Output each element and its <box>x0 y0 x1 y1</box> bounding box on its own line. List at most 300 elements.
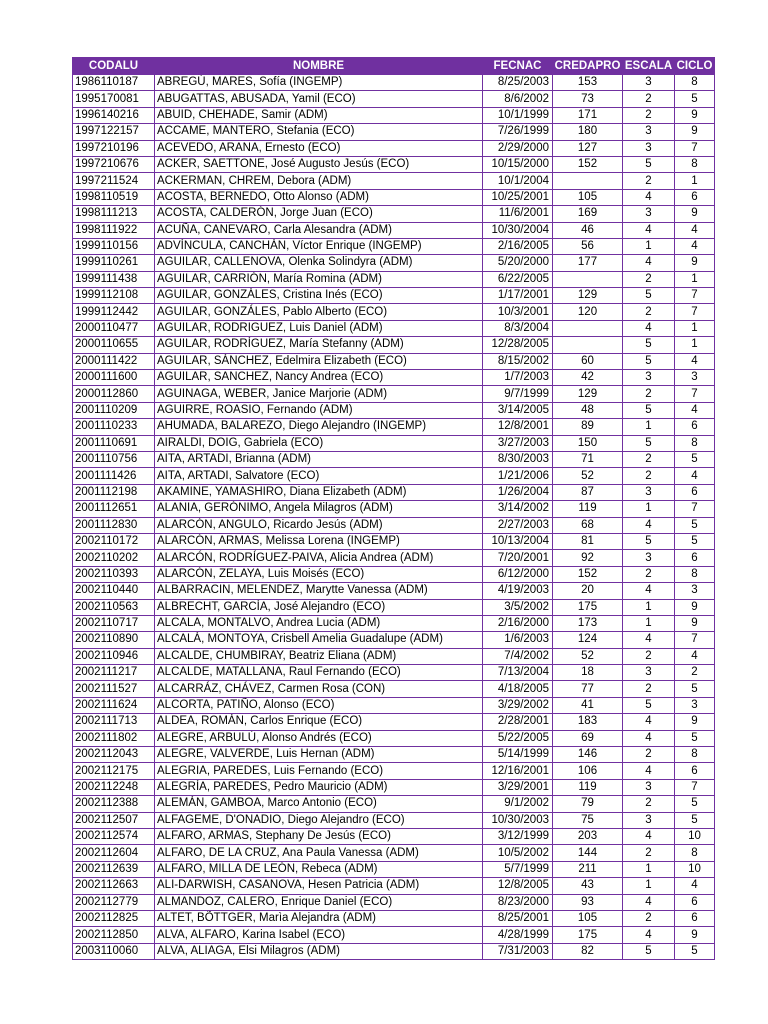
cell-fecnac[interactable]: 7/26/1999 <box>483 124 553 140</box>
cell-codalu[interactable]: 1998111922 <box>73 222 155 238</box>
cell-ciclo[interactable]: 4 <box>675 648 715 664</box>
cell-nombre[interactable]: ALBRECHT, GARCÍA, José Alejandro (ECO) <box>155 599 483 615</box>
cell-ciclo[interactable]: 1 <box>675 173 715 189</box>
cell-escala[interactable]: 2 <box>623 845 675 861</box>
cell-fecnac[interactable]: 12/8/2001 <box>483 419 553 435</box>
cell-escala[interactable]: 1 <box>623 238 675 254</box>
cell-credapro[interactable]: 52 <box>553 468 623 484</box>
cell-credapro[interactable]: 42 <box>553 370 623 386</box>
cell-ciclo[interactable]: 8 <box>675 156 715 172</box>
cell-credapro[interactable]: 129 <box>553 386 623 402</box>
cell-credapro[interactable]: 119 <box>553 501 623 517</box>
header-nombre[interactable]: NOMBRE <box>155 58 483 75</box>
cell-credapro[interactable]: 180 <box>553 124 623 140</box>
cell-escala[interactable]: 4 <box>623 927 675 943</box>
cell-fecnac[interactable]: 4/28/1999 <box>483 927 553 943</box>
cell-ciclo[interactable]: 3 <box>675 583 715 599</box>
cell-fecnac[interactable]: 3/14/2005 <box>483 402 553 418</box>
cell-escala[interactable]: 4 <box>623 189 675 205</box>
cell-credapro[interactable]: 46 <box>553 222 623 238</box>
cell-codalu[interactable]: 2002110202 <box>73 550 155 566</box>
cell-credapro[interactable] <box>553 173 623 189</box>
cell-codalu[interactable]: 2000110655 <box>73 337 155 353</box>
cell-codalu[interactable]: 1998110519 <box>73 189 155 205</box>
cell-ciclo[interactable]: 4 <box>675 238 715 254</box>
cell-credapro[interactable]: 105 <box>553 189 623 205</box>
cell-ciclo[interactable]: 7 <box>675 288 715 304</box>
cell-nombre[interactable]: ACUÑA, CANEVARO, Carla Alesandra (ADM) <box>155 222 483 238</box>
cell-nombre[interactable]: ACOSTA, BERNEDO, Otto Alonso (ADM) <box>155 189 483 205</box>
cell-codalu[interactable]: 2002110890 <box>73 632 155 648</box>
cell-codalu[interactable]: 2002112779 <box>73 894 155 910</box>
cell-escala[interactable]: 3 <box>623 779 675 795</box>
cell-escala[interactable]: 3 <box>623 140 675 156</box>
cell-codalu[interactable]: 1999110261 <box>73 255 155 271</box>
cell-fecnac[interactable]: 2/16/2005 <box>483 238 553 254</box>
cell-fecnac[interactable]: 10/13/2004 <box>483 533 553 549</box>
cell-escala[interactable]: 1 <box>623 615 675 631</box>
cell-nombre[interactable]: ACKER, SAETTONE, José Augusto Jesús (ECO) <box>155 156 483 172</box>
cell-ciclo[interactable]: 4 <box>675 878 715 894</box>
cell-ciclo[interactable]: 5 <box>675 730 715 746</box>
cell-fecnac[interactable]: 1/6/2003 <box>483 632 553 648</box>
cell-escala[interactable]: 2 <box>623 747 675 763</box>
cell-nombre[interactable]: ALI-DARWISH, CASANOVA, Hesen Patricia (ADM) <box>155 878 483 894</box>
cell-ciclo[interactable]: 6 <box>675 484 715 500</box>
cell-fecnac[interactable]: 3/27/2003 <box>483 435 553 451</box>
cell-fecnac[interactable]: 2/28/2001 <box>483 714 553 730</box>
cell-codalu[interactable]: 1999110156 <box>73 238 155 254</box>
cell-escala[interactable]: 2 <box>623 304 675 320</box>
cell-fecnac[interactable]: 7/13/2004 <box>483 665 553 681</box>
cell-escala[interactable]: 3 <box>623 206 675 222</box>
cell-nombre[interactable]: ALVA, ALFARO, Karina Isabel (ECO) <box>155 927 483 943</box>
cell-credapro[interactable]: 144 <box>553 845 623 861</box>
cell-escala[interactable]: 3 <box>623 370 675 386</box>
cell-escala[interactable]: 1 <box>623 599 675 615</box>
cell-credapro[interactable]: 48 <box>553 402 623 418</box>
cell-ciclo[interactable]: 7 <box>675 304 715 320</box>
cell-fecnac[interactable]: 3/29/2002 <box>483 697 553 713</box>
header-ciclo[interactable]: CICLO <box>675 58 715 75</box>
cell-nombre[interactable]: AGUILAR, GONZÁLES, Cristina Inés (ECO) <box>155 288 483 304</box>
cell-ciclo[interactable]: 6 <box>675 763 715 779</box>
cell-escala[interactable]: 2 <box>623 173 675 189</box>
cell-ciclo[interactable]: 9 <box>675 927 715 943</box>
cell-credapro[interactable]: 175 <box>553 599 623 615</box>
cell-fecnac[interactable]: 1/26/2004 <box>483 484 553 500</box>
cell-codalu[interactable]: 1997122157 <box>73 124 155 140</box>
cell-nombre[interactable]: ACOSTA, CALDERÓN, Jorge Juan (ECO) <box>155 206 483 222</box>
cell-ciclo[interactable]: 9 <box>675 714 715 730</box>
cell-escala[interactable]: 5 <box>623 435 675 451</box>
cell-escala[interactable]: 1 <box>623 501 675 517</box>
cell-nombre[interactable]: AGUIRRE, ROASIO, Fernando (ADM) <box>155 402 483 418</box>
cell-fecnac[interactable]: 3/12/1999 <box>483 828 553 844</box>
cell-credapro[interactable]: 75 <box>553 812 623 828</box>
cell-fecnac[interactable]: 7/20/2001 <box>483 550 553 566</box>
cell-ciclo[interactable]: 4 <box>675 353 715 369</box>
cell-fecnac[interactable]: 9/7/1999 <box>483 386 553 402</box>
cell-credapro[interactable] <box>553 337 623 353</box>
cell-ciclo[interactable]: 5 <box>675 451 715 467</box>
cell-ciclo[interactable]: 6 <box>675 910 715 926</box>
cell-escala[interactable]: 5 <box>623 402 675 418</box>
cell-codalu[interactable]: 2001110209 <box>73 402 155 418</box>
cell-credapro[interactable]: 93 <box>553 894 623 910</box>
cell-fecnac[interactable]: 2/27/2003 <box>483 517 553 533</box>
cell-fecnac[interactable]: 4/18/2005 <box>483 681 553 697</box>
cell-nombre[interactable]: ALEGRIA, PAREDES, Luis Fernando (ECO) <box>155 763 483 779</box>
cell-codalu[interactable]: 2001112830 <box>73 517 155 533</box>
cell-ciclo[interactable]: 4 <box>675 468 715 484</box>
cell-codalu[interactable]: 2000110477 <box>73 320 155 336</box>
cell-credapro[interactable]: 18 <box>553 665 623 681</box>
cell-credapro[interactable] <box>553 320 623 336</box>
cell-escala[interactable]: 3 <box>623 75 675 91</box>
cell-ciclo[interactable]: 7 <box>675 779 715 795</box>
cell-escala[interactable]: 2 <box>623 468 675 484</box>
cell-nombre[interactable]: ALANIA, GERÓNIMO, Angela Milagros (ADM) <box>155 501 483 517</box>
cell-codalu[interactable]: 2000111600 <box>73 370 155 386</box>
cell-codalu[interactable]: 2001112651 <box>73 501 155 517</box>
cell-nombre[interactable]: ALEGRÍA, PAREDES, Pedro Mauricio (ADM) <box>155 779 483 795</box>
cell-escala[interactable]: 4 <box>623 828 675 844</box>
cell-ciclo[interactable]: 5 <box>675 796 715 812</box>
cell-ciclo[interactable]: 5 <box>675 91 715 107</box>
cell-ciclo[interactable]: 8 <box>675 75 715 91</box>
cell-codalu[interactable]: 1996140216 <box>73 107 155 123</box>
cell-codalu[interactable]: 2001110756 <box>73 451 155 467</box>
cell-nombre[interactable]: ALFARO, DE LA CRUZ, Ana Paula Vanessa (ADM) <box>155 845 483 861</box>
cell-escala[interactable]: 5 <box>623 943 675 959</box>
cell-credapro[interactable]: 52 <box>553 648 623 664</box>
cell-codalu[interactable]: 2002110717 <box>73 615 155 631</box>
cell-codalu[interactable]: 2002111624 <box>73 697 155 713</box>
cell-nombre[interactable]: ALTET, BÕTTGER, Marìa Alejandra (ADM) <box>155 910 483 926</box>
cell-escala[interactable]: 2 <box>623 91 675 107</box>
cell-escala[interactable]: 3 <box>623 812 675 828</box>
cell-nombre[interactable]: ALDEA, ROMÁN, Carlos Enrique (ECO) <box>155 714 483 730</box>
cell-nombre[interactable]: AGUILAR, SANCHEZ, Nancy Andrea (ECO) <box>155 370 483 386</box>
cell-fecnac[interactable]: 8/23/2000 <box>483 894 553 910</box>
cell-credapro[interactable]: 73 <box>553 91 623 107</box>
cell-fecnac[interactable]: 10/15/2000 <box>483 156 553 172</box>
cell-nombre[interactable]: ALEMÁN, GAMBOA, Marco Antonio (ECO) <box>155 796 483 812</box>
header-escala[interactable]: ESCALA <box>623 58 675 75</box>
cell-nombre[interactable]: AITA, ARTADI, Brianna (ADM) <box>155 451 483 467</box>
cell-codalu[interactable]: 2002112507 <box>73 812 155 828</box>
cell-codalu[interactable]: 1997211524 <box>73 173 155 189</box>
cell-credapro[interactable]: 146 <box>553 747 623 763</box>
cell-nombre[interactable]: ACEVEDO, ARANA, Ernesto (ECO) <box>155 140 483 156</box>
cell-escala[interactable]: 3 <box>623 124 675 140</box>
cell-nombre[interactable]: ALCALDE, CHUMBIRAY, Beatriz Eliana (ADM) <box>155 648 483 664</box>
cell-escala[interactable]: 3 <box>623 665 675 681</box>
cell-fecnac[interactable]: 7/4/2002 <box>483 648 553 664</box>
cell-codalu[interactable]: 1997210676 <box>73 156 155 172</box>
cell-credapro[interactable]: 79 <box>553 796 623 812</box>
cell-credapro[interactable]: 68 <box>553 517 623 533</box>
cell-nombre[interactable]: ALFARO, ARMAS, Stephany De Jesús (ECO) <box>155 828 483 844</box>
cell-codalu[interactable]: 2002112604 <box>73 845 155 861</box>
cell-nombre[interactable]: ALCARRÁZ, CHÁVEZ, Carmen Rosa (CON) <box>155 681 483 697</box>
cell-credapro[interactable]: 127 <box>553 140 623 156</box>
cell-ciclo[interactable]: 8 <box>675 845 715 861</box>
cell-escala[interactable]: 4 <box>623 763 675 779</box>
cell-ciclo[interactable]: 9 <box>675 255 715 271</box>
cell-fecnac[interactable]: 10/25/2001 <box>483 189 553 205</box>
cell-ciclo[interactable]: 3 <box>675 370 715 386</box>
cell-codalu[interactable]: 2001112198 <box>73 484 155 500</box>
cell-credapro[interactable]: 173 <box>553 615 623 631</box>
cell-escala[interactable]: 1 <box>623 878 675 894</box>
cell-credapro[interactable]: 175 <box>553 927 623 943</box>
cell-codalu[interactable]: 2002112388 <box>73 796 155 812</box>
cell-credapro[interactable]: 129 <box>553 288 623 304</box>
cell-credapro[interactable]: 69 <box>553 730 623 746</box>
cell-codalu[interactable]: 2002110563 <box>73 599 155 615</box>
cell-codalu[interactable]: 1999112108 <box>73 288 155 304</box>
cell-ciclo[interactable]: 7 <box>675 140 715 156</box>
cell-codalu[interactable]: 2000112860 <box>73 386 155 402</box>
cell-credapro[interactable]: 41 <box>553 697 623 713</box>
cell-escala[interactable]: 4 <box>623 517 675 533</box>
cell-credapro[interactable]: 203 <box>553 828 623 844</box>
cell-credapro[interactable]: 124 <box>553 632 623 648</box>
cell-nombre[interactable]: ALCALÁ, MONTOYA, Crisbell Amelia Guadalupe (ADM) <box>155 632 483 648</box>
cell-escala[interactable]: 5 <box>623 697 675 713</box>
cell-codalu[interactable]: 1986110187 <box>73 75 155 91</box>
cell-nombre[interactable]: AITA, ARTADI, Salvatore (ECO) <box>155 468 483 484</box>
cell-credapro[interactable]: 60 <box>553 353 623 369</box>
cell-ciclo[interactable]: 1 <box>675 271 715 287</box>
cell-codalu[interactable]: 2002112663 <box>73 878 155 894</box>
cell-ciclo[interactable]: 9 <box>675 206 715 222</box>
cell-fecnac[interactable]: 10/5/2002 <box>483 845 553 861</box>
cell-credapro[interactable]: 152 <box>553 566 623 582</box>
cell-fecnac[interactable]: 1/17/2001 <box>483 288 553 304</box>
cell-ciclo[interactable]: 7 <box>675 632 715 648</box>
cell-escala[interactable]: 2 <box>623 451 675 467</box>
cell-escala[interactable]: 5 <box>623 156 675 172</box>
cell-ciclo[interactable]: 5 <box>675 943 715 959</box>
cell-codalu[interactable]: 1999111438 <box>73 271 155 287</box>
cell-codalu[interactable]: 1999112442 <box>73 304 155 320</box>
cell-nombre[interactable]: ALBARRACIN, MELENDEZ, Marytte Vanessa (ADM) <box>155 583 483 599</box>
cell-escala[interactable]: 4 <box>623 714 675 730</box>
cell-credapro[interactable]: 71 <box>553 451 623 467</box>
header-codalu[interactable]: CODALU <box>73 58 155 75</box>
cell-nombre[interactable]: ALCALDE, MATALLANA, Raul Fernando (ECO) <box>155 665 483 681</box>
cell-nombre[interactable]: AGUILAR, GONZÁLES, Pablo Alberto (ECO) <box>155 304 483 320</box>
cell-escala[interactable]: 2 <box>623 107 675 123</box>
cell-ciclo[interactable]: 1 <box>675 337 715 353</box>
cell-nombre[interactable]: ABUID, CHEHADE, Samir (ADM) <box>155 107 483 123</box>
cell-fecnac[interactable]: 12/16/2001 <box>483 763 553 779</box>
cell-credapro[interactable]: 89 <box>553 419 623 435</box>
header-credapro[interactable]: CREDAPRO <box>553 58 623 75</box>
cell-ciclo[interactable]: 9 <box>675 615 715 631</box>
cell-nombre[interactable]: ALARCÓN, RODRÍGUEZ-PAIVA, Alicia Andrea (ADM) <box>155 550 483 566</box>
cell-escala[interactable]: 4 <box>623 730 675 746</box>
cell-credapro[interactable]: 183 <box>553 714 623 730</box>
cell-codalu[interactable]: 1997210196 <box>73 140 155 156</box>
cell-escala[interactable]: 2 <box>623 566 675 582</box>
cell-ciclo[interactable]: 1 <box>675 320 715 336</box>
cell-escala[interactable]: 4 <box>623 583 675 599</box>
cell-fecnac[interactable]: 10/30/2004 <box>483 222 553 238</box>
cell-nombre[interactable]: ACCAME, MANTERO, Stefania (ECO) <box>155 124 483 140</box>
cell-fecnac[interactable]: 8/30/2003 <box>483 451 553 467</box>
cell-nombre[interactable]: AHUMADA, BALAREZO, Diego Alejandro (INGEMP) <box>155 419 483 435</box>
cell-fecnac[interactable]: 5/20/2000 <box>483 255 553 271</box>
cell-credapro[interactable]: 81 <box>553 533 623 549</box>
cell-escala[interactable]: 2 <box>623 681 675 697</box>
cell-ciclo[interactable]: 8 <box>675 747 715 763</box>
cell-fecnac[interactable]: 8/25/2003 <box>483 75 553 91</box>
header-fecnac[interactable]: FECNAC <box>483 58 553 75</box>
cell-escala[interactable]: 5 <box>623 353 675 369</box>
cell-escala[interactable]: 4 <box>623 894 675 910</box>
cell-fecnac[interactable]: 6/12/2000 <box>483 566 553 582</box>
cell-fecnac[interactable]: 1/21/2006 <box>483 468 553 484</box>
cell-fecnac[interactable]: 8/6/2002 <box>483 91 553 107</box>
cell-credapro[interactable]: 153 <box>553 75 623 91</box>
cell-credapro[interactable]: 82 <box>553 943 623 959</box>
cell-escala[interactable]: 2 <box>623 271 675 287</box>
cell-fecnac[interactable]: 4/19/2003 <box>483 583 553 599</box>
cell-codalu[interactable]: 2002112825 <box>73 910 155 926</box>
cell-codalu[interactable]: 2001110233 <box>73 419 155 435</box>
cell-codalu[interactable]: 2002111713 <box>73 714 155 730</box>
cell-fecnac[interactable]: 3/29/2001 <box>483 779 553 795</box>
cell-fecnac[interactable]: 1/7/2003 <box>483 370 553 386</box>
cell-ciclo[interactable]: 5 <box>675 517 715 533</box>
cell-nombre[interactable]: ALCALA, MONTALVO, Andrea Lucia (ADM) <box>155 615 483 631</box>
cell-codalu[interactable]: 2002112248 <box>73 779 155 795</box>
cell-nombre[interactable]: AGUILAR, CALLENOVA, Olenka Solindyra (ADM) <box>155 255 483 271</box>
cell-ciclo[interactable]: 5 <box>675 681 715 697</box>
cell-credapro[interactable]: 92 <box>553 550 623 566</box>
cell-escala[interactable]: 5 <box>623 533 675 549</box>
cell-codalu[interactable]: 2002110946 <box>73 648 155 664</box>
cell-codalu[interactable]: 2002112574 <box>73 828 155 844</box>
cell-credapro[interactable]: 77 <box>553 681 623 697</box>
cell-ciclo[interactable]: 9 <box>675 599 715 615</box>
cell-ciclo[interactable]: 7 <box>675 501 715 517</box>
cell-credapro[interactable]: 152 <box>553 156 623 172</box>
cell-nombre[interactable]: AGUILAR, CARRIÓN, María Romina (ADM) <box>155 271 483 287</box>
cell-credapro[interactable]: 43 <box>553 878 623 894</box>
cell-escala[interactable]: 3 <box>623 484 675 500</box>
cell-credapro[interactable]: 56 <box>553 238 623 254</box>
cell-nombre[interactable]: ADVÍNCULA, CANCHÁN, Víctor Enrique (INGEMP) <box>155 238 483 254</box>
cell-ciclo[interactable]: 3 <box>675 697 715 713</box>
cell-fecnac[interactable]: 5/22/2005 <box>483 730 553 746</box>
cell-nombre[interactable]: ALARCÓN, ARMAS, Melissa Lorena (INGEMP) <box>155 533 483 549</box>
cell-fecnac[interactable]: 10/3/2001 <box>483 304 553 320</box>
cell-credapro[interactable]: 106 <box>553 763 623 779</box>
cell-nombre[interactable]: ABREGÚ, MARES, Sofía (INGEMP) <box>155 75 483 91</box>
cell-codalu[interactable]: 1998111213 <box>73 206 155 222</box>
cell-codalu[interactable]: 2002111527 <box>73 681 155 697</box>
cell-credapro[interactable]: 169 <box>553 206 623 222</box>
cell-codalu[interactable]: 2002110172 <box>73 533 155 549</box>
cell-ciclo[interactable]: 6 <box>675 419 715 435</box>
cell-fecnac[interactable]: 2/29/2000 <box>483 140 553 156</box>
cell-fecnac[interactable]: 3/14/2002 <box>483 501 553 517</box>
cell-credapro[interactable]: 87 <box>553 484 623 500</box>
cell-ciclo[interactable]: 5 <box>675 812 715 828</box>
cell-escala[interactable]: 4 <box>623 632 675 648</box>
cell-escala[interactable]: 2 <box>623 910 675 926</box>
cell-nombre[interactable]: ALARCÓN, ANGULO, Ricardo Jesús (ADM) <box>155 517 483 533</box>
cell-fecnac[interactable]: 12/8/2005 <box>483 878 553 894</box>
cell-codalu[interactable]: 2002110440 <box>73 583 155 599</box>
cell-ciclo[interactable]: 5 <box>675 533 715 549</box>
cell-nombre[interactable]: ALEGRE, ARBULÚ, Alonso Andrés (ECO) <box>155 730 483 746</box>
cell-credapro[interactable]: 105 <box>553 910 623 926</box>
cell-codalu[interactable]: 2002111217 <box>73 665 155 681</box>
cell-nombre[interactable]: AGUILAR, RODRIGUEZ, Luis Daniel (ADM) <box>155 320 483 336</box>
cell-codalu[interactable]: 2000111422 <box>73 353 155 369</box>
cell-escala[interactable]: 2 <box>623 648 675 664</box>
cell-nombre[interactable]: AKAMINE, YAMASHIRO, Diana Elizabeth (ADM) <box>155 484 483 500</box>
cell-codalu[interactable]: 2002112639 <box>73 861 155 877</box>
cell-nombre[interactable]: AIRALDI, DOIG, Gabriela (ECO) <box>155 435 483 451</box>
cell-nombre[interactable]: ALFAGEME, D'ONADIO, Diego Alejandro (ECO) <box>155 812 483 828</box>
cell-nombre[interactable]: ALCORTA, PATIÑO, Alonso (ECO) <box>155 697 483 713</box>
cell-ciclo[interactable]: 10 <box>675 861 715 877</box>
cell-credapro[interactable]: 171 <box>553 107 623 123</box>
cell-escala[interactable]: 3 <box>623 550 675 566</box>
cell-escala[interactable]: 5 <box>623 337 675 353</box>
cell-fecnac[interactable]: 8/3/2004 <box>483 320 553 336</box>
cell-ciclo[interactable]: 4 <box>675 402 715 418</box>
cell-escala[interactable]: 2 <box>623 796 675 812</box>
cell-nombre[interactable]: ACKERMAN, CHREM, Debora (ADM) <box>155 173 483 189</box>
cell-ciclo[interactable]: 6 <box>675 189 715 205</box>
cell-codalu[interactable]: 2002112175 <box>73 763 155 779</box>
cell-fecnac[interactable]: 2/16/2000 <box>483 615 553 631</box>
cell-ciclo[interactable]: 10 <box>675 828 715 844</box>
cell-fecnac[interactable]: 11/6/2001 <box>483 206 553 222</box>
cell-nombre[interactable]: ALVA, ALIAGA, Elsi Milagros (ADM) <box>155 943 483 959</box>
cell-ciclo[interactable]: 7 <box>675 386 715 402</box>
cell-credapro[interactable]: 120 <box>553 304 623 320</box>
cell-credapro[interactable]: 119 <box>553 779 623 795</box>
cell-nombre[interactable]: ALMANDOZ, CALERO, Enrique Daniel (ECO) <box>155 894 483 910</box>
cell-codalu[interactable]: 1995170081 <box>73 91 155 107</box>
cell-credapro[interactable]: 20 <box>553 583 623 599</box>
cell-escala[interactable]: 1 <box>623 419 675 435</box>
cell-fecnac[interactable]: 7/31/2003 <box>483 943 553 959</box>
cell-fecnac[interactable]: 5/7/1999 <box>483 861 553 877</box>
cell-escala[interactable]: 4 <box>623 255 675 271</box>
cell-ciclo[interactable]: 9 <box>675 107 715 123</box>
cell-nombre[interactable]: AGUINAGA, WEBER, Janice Marjorie (ADM) <box>155 386 483 402</box>
cell-ciclo[interactable]: 6 <box>675 550 715 566</box>
cell-escala[interactable]: 5 <box>623 288 675 304</box>
cell-codalu[interactable]: 2003110060 <box>73 943 155 959</box>
cell-fecnac[interactable]: 10/1/2004 <box>483 173 553 189</box>
cell-codalu[interactable]: 2001110691 <box>73 435 155 451</box>
cell-credapro[interactable]: 177 <box>553 255 623 271</box>
cell-escala[interactable]: 2 <box>623 386 675 402</box>
cell-ciclo[interactable]: 8 <box>675 566 715 582</box>
cell-codalu[interactable]: 2002111802 <box>73 730 155 746</box>
